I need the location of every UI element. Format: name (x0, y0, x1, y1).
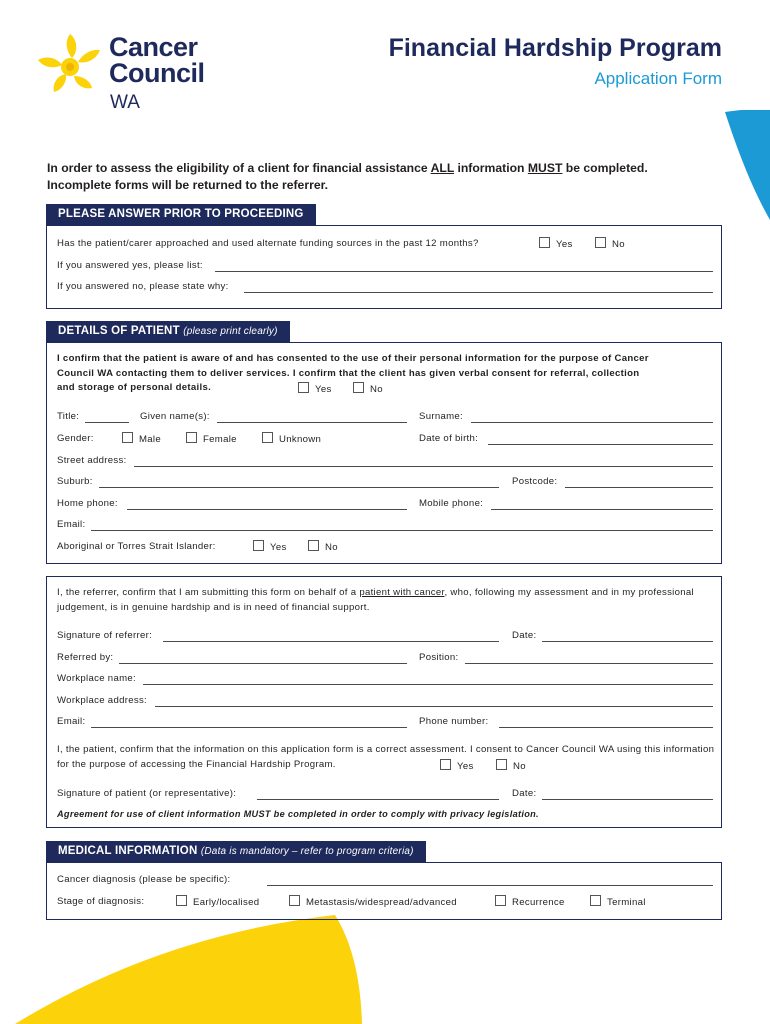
patient-confirm-yes-option[interactable] (440, 759, 474, 772)
aboriginal-no-label: No (325, 542, 338, 553)
intro-instructions (47, 160, 727, 194)
referrer-signature-field[interactable] (163, 641, 499, 642)
stage-terminal-checkbox[interactable] (590, 895, 601, 906)
consent-yes-option[interactable] (298, 382, 332, 395)
gender-female-checkbox[interactable] (186, 432, 197, 443)
street-address-label: Street address: (57, 455, 127, 466)
position-field[interactable] (465, 663, 713, 664)
given-name-field[interactable] (217, 422, 407, 423)
blue-corner-decoration (725, 110, 770, 220)
section-prior-box (46, 225, 722, 309)
stage-metastasis-checkbox[interactable] (289, 895, 300, 906)
funding-no-label: No (612, 239, 625, 250)
intro-text-4: Incomplete forms will be returned to the referrer. (47, 178, 329, 192)
section-patient-box (46, 342, 722, 564)
if-no-field[interactable] (244, 292, 713, 293)
referrer-date-label: Date: (512, 630, 537, 641)
patient-confirm-no-checkbox[interactable] (496, 759, 507, 770)
postcode-label: Postcode: (512, 476, 558, 487)
if-no-label: If you answered no, please state why: (57, 281, 229, 292)
aboriginal-no-checkbox[interactable] (308, 540, 319, 551)
referrer-email-label: Email: (57, 716, 86, 727)
aboriginal-label: Aboriginal or Torres Strait Islander: (57, 541, 216, 552)
section-tab-patient-label: DETAILS OF PATIENT (58, 325, 180, 337)
stage-recurrence-label: Recurrence (512, 897, 565, 908)
suburb-label: Suburb: (57, 476, 93, 487)
patient-confirm-no-label: No (513, 761, 526, 772)
referrer-text-1: I, the referrer, confirm that I am submitting this form on behalf of a (57, 587, 360, 598)
aboriginal-yes-option[interactable] (253, 540, 287, 553)
consent-yes-checkbox[interactable] (298, 382, 309, 393)
consent-no-checkbox[interactable] (353, 382, 364, 393)
patient-email-field[interactable] (91, 530, 713, 531)
stage-metastasis-option[interactable] (289, 895, 457, 908)
section-tab-medical (46, 841, 426, 862)
patient-date-label: Date: (512, 788, 537, 799)
gender-male-option[interactable] (122, 432, 161, 445)
referrer-text-2: , who, following my assessment and in my professional judgement, is in genuine hardship and is in need of financial support. (57, 587, 694, 613)
patient-signature-field[interactable] (257, 799, 499, 800)
yellow-swoosh-decoration (0, 915, 380, 1024)
stage-recurrence-checkbox[interactable] (495, 895, 506, 906)
section-tab-patient (46, 321, 290, 342)
page-subtitle: Application Form (594, 69, 722, 88)
intro-text-1: In order to assess the eligibility of a client for financial assistance (47, 161, 431, 175)
title-field[interactable] (85, 422, 129, 423)
consent-no-label: No (370, 384, 383, 395)
given-name-label: Given name(s): (140, 411, 210, 422)
position-label: Position: (419, 652, 459, 663)
intro-all: ALL (430, 161, 455, 175)
stage-terminal-label: Terminal (607, 897, 646, 908)
patient-email-label: Email: (57, 519, 86, 530)
workplace-address-field[interactable] (155, 706, 713, 707)
patient-confirm-yes-label: Yes (457, 761, 474, 772)
patient-consent-text: I confirm that the patient is aware of and has consented to the use of their personal information for the purpose of Cancer Council WA contacting them to deliver services. I confirm that the client has given verbal consent for referral, collection and storage of personal details. (57, 353, 649, 393)
funding-yes-label: Yes (556, 239, 573, 250)
consent-yes-label: Yes (315, 384, 332, 395)
stage-metastasis-label: Metastasis/widespread/advanced (306, 897, 457, 908)
workplace-name-label: Workplace name: (57, 673, 136, 684)
funding-no-option[interactable] (595, 237, 625, 250)
stage-early-checkbox[interactable] (176, 895, 187, 906)
funding-yes-option[interactable] (539, 237, 573, 250)
aboriginal-yes-label: Yes (270, 542, 287, 553)
gender-male-label: Male (139, 434, 161, 445)
agreement-notice: Agreement for use of client information MUST be completed in order to comply with privacy legislation. (57, 809, 539, 819)
section-tab-medical-label: MEDICAL INFORMATION (58, 845, 198, 857)
stage-recurrence-option[interactable] (495, 895, 565, 908)
referrer-signature-label: Signature of referrer: (57, 630, 153, 641)
referrer-email-field[interactable] (91, 727, 407, 728)
gender-unknown-label: Unknown (279, 434, 322, 445)
section-tab-prior-label: PLEASE ANSWER PRIOR TO PROCEEDING (58, 208, 304, 220)
section-referrer-box (46, 576, 722, 828)
gender-female-option[interactable] (186, 432, 237, 445)
aboriginal-no-option[interactable] (308, 540, 338, 553)
if-yes-label: If you answered yes, please list: (57, 260, 203, 271)
patient-confirmation-text: I, the patient, confirm that the information on this application form is a correct assessment. I consent to Cancer Council WA using this information for the purpose of accessing the Financial Hardship Program. (57, 744, 715, 770)
mobile-phone-field[interactable] (491, 509, 713, 510)
stage-early-option[interactable] (176, 895, 259, 908)
patient-signature-label: Signature of patient (or representative): (57, 788, 237, 799)
page-title: Financial Hardship Program (388, 34, 722, 62)
if-yes-field[interactable] (215, 271, 713, 272)
section-medical-box (46, 862, 722, 920)
consent-no-option[interactable] (353, 382, 383, 395)
postcode-field[interactable] (565, 487, 713, 488)
patient-confirm-yes-checkbox[interactable] (440, 759, 451, 770)
intro-text-2: information (454, 161, 528, 175)
referrer-date-field[interactable] (542, 641, 713, 642)
gender-unknown-option[interactable] (262, 432, 321, 445)
intro-text-3: be completed. (562, 161, 648, 175)
funding-yes-checkbox[interactable] (539, 237, 550, 248)
funding-question: Has the patient/carer approached and used alternate funding sources in the past 12 months? (57, 238, 479, 249)
dob-label: Date of birth: (419, 433, 479, 444)
stage-label: Stage of diagnosis: (57, 896, 145, 907)
gender-male-checkbox[interactable] (122, 432, 133, 443)
street-address-field[interactable] (134, 466, 713, 467)
suburb-field[interactable] (99, 487, 499, 488)
workplace-address-label: Workplace address: (57, 695, 148, 706)
aboriginal-yes-checkbox[interactable] (253, 540, 264, 551)
surname-label: Surname: (419, 411, 463, 422)
gender-label: Gender: (57, 433, 94, 444)
gender-unknown-checkbox[interactable] (262, 432, 273, 443)
title-label: Title: (57, 411, 80, 422)
surname-field[interactable] (471, 422, 713, 423)
dob-field[interactable] (488, 444, 713, 445)
patient-date-field[interactable] (542, 799, 713, 800)
patient-confirm-no-option[interactable] (496, 759, 526, 772)
brand-name-line2: Council (109, 58, 205, 88)
home-phone-field[interactable] (127, 509, 407, 510)
funding-no-checkbox[interactable] (595, 237, 606, 248)
brand-region: WA (110, 92, 140, 113)
referrer-phone-field[interactable] (499, 727, 713, 728)
stage-early-label: Early/localised (193, 897, 260, 908)
section-tab-patient-note: (please print clearly) (183, 326, 278, 337)
referred-by-field[interactable] (119, 663, 407, 664)
brand-name-line1: Cancer (109, 32, 198, 62)
mobile-phone-label: Mobile phone: (419, 498, 484, 509)
daffodil-logo-icon (34, 30, 106, 98)
intro-must: MUST (527, 161, 563, 175)
referred-by-label: Referred by: (57, 652, 114, 663)
diagnosis-label: Cancer diagnosis (please be specific): (57, 874, 231, 885)
referrer-text-underlined: patient with cancer (359, 587, 445, 598)
gender-female-label: Female (203, 434, 237, 445)
section-tab-medical-note: (Data is mandatory – refer to program criteria) (200, 846, 414, 857)
workplace-name-field[interactable] (143, 684, 713, 685)
diagnosis-field[interactable] (267, 885, 713, 886)
referrer-confirmation-text (57, 586, 707, 615)
section-tab-prior (46, 204, 316, 225)
referrer-phone-label: Phone number: (419, 716, 489, 727)
home-phone-label: Home phone: (57, 498, 118, 509)
brand-name (109, 34, 205, 86)
stage-terminal-option[interactable] (590, 895, 646, 908)
